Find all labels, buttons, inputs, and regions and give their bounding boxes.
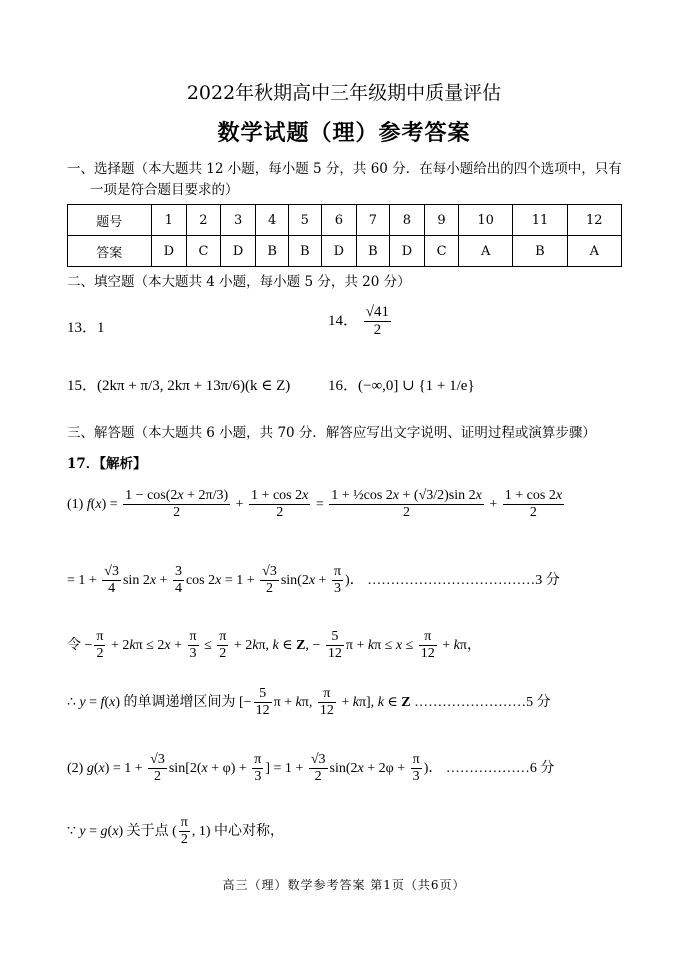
answer-cell: B (288, 236, 321, 267)
question-number: 5 (288, 205, 321, 236)
increasing-interval-text: 的单调递增区间为 (123, 694, 236, 710)
question-number: 12 (567, 205, 621, 236)
answer-cell: B (357, 236, 390, 267)
step5-symmetry: ∵ y = g(x) 关于点 ( $\frac{\pi}{2}$ , 1) 中心对称， (67, 815, 285, 848)
question-number: 4 (256, 205, 289, 236)
step3-score: 5 分 (526, 694, 551, 710)
answer-table (67, 204, 622, 267)
step1-expression: (1) f(x) = $\frac{1 - \cos(2x + 2\pi/3)}{2}$ + $\frac{1 + \cos 2x}{2}$ = $\frac{\text{1 + ½cos 2x + (√3/2)sin 2x}}{2}$ + $\frac{1 + \cos 2x}{2}$ (67, 488, 563, 521)
section2-heading: 二、填空题（本大题共 4 小题，每小题 5 分，共 20 分） (67, 274, 411, 290)
question-number: 9 (425, 205, 459, 236)
answer-cell: C (187, 236, 221, 267)
answer-cell: D (151, 236, 186, 267)
answer-cell: D (321, 236, 356, 267)
answer-row (68, 236, 622, 267)
step3-interval: ∴ y = f(x) 的单调递增区间为 [− $\frac{5}{12}$ π + kπ, $\frac{\pi}{12}$ + kπ], k ∈ Z ……………………5 分 (67, 686, 551, 719)
answer-14-denominator: 2 (373, 322, 382, 339)
symmetry-text: 关于点 (126, 823, 169, 839)
answer-cell: D (220, 236, 255, 267)
section1-heading: 一、选择题（本大题共 12 小题，每小题 5 分，共 60 分．在每小题给出的四个选项中，只有 (67, 161, 622, 177)
answer-cell: A (567, 236, 621, 267)
question-number: 2 (187, 205, 221, 236)
answer-cell: B (513, 236, 567, 267)
answer-15: 15．(2kπ + π/3, 2kπ + 13π/6)(k ∈ Z) (67, 378, 291, 394)
answer-cell: A (459, 236, 513, 267)
answer-cell: C (425, 236, 459, 267)
answer-13: 13．1 (67, 320, 105, 336)
answer-key-title: 数学试题（理）参考答案 (217, 120, 471, 146)
question-number: 1 (151, 205, 186, 236)
question-number: 10 (459, 205, 513, 236)
answer-14-label: 14． (328, 313, 359, 330)
q17-title: 17．【解析】 (67, 456, 147, 472)
table-header-cell: 题号 (68, 205, 152, 236)
step3-inequality: 令 − $\frac{\pi}{2}$ + 2kπ ≤ 2x + $\frac{\pi}{3}$ ≤ $\frac{\pi}{2}$ + 2kπ, k ∈ Z, − $\frac{5}{12}$ π + kπ ≤ x ≤ $\frac{\pi}{12}$ + kπ， (67, 629, 481, 662)
question-number: 6 (321, 205, 356, 236)
answer-cell: D (389, 236, 424, 267)
page-footer: 高三（理）数学参考答案 第1页（共6页） (222, 878, 466, 892)
exam-title: 2022年秋期高中三年级期中质量评估 (186, 82, 502, 104)
question-number: 8 (389, 205, 424, 236)
symmetry-tail: 中心对称， (214, 823, 285, 839)
table-header-cell: 答案 (68, 236, 152, 267)
answer-cell: B (256, 236, 289, 267)
step2-expression: = 1 + $\frac{√3}{4}$ sin 2x + $\frac{3}{4}$ cos 2x = 1 + $\frac{√3}{2}$ sin(2x + $\frac{\pi}{3}$ )． ………………………………3 分 (67, 564, 560, 597)
section1-heading-cont: 一项是符合题目要求的） (90, 182, 239, 198)
section3-heading: 三、解答题（本大题共 6 小题，共 70 分．解答应写出文字说明、证明过程或演算步骤） (67, 425, 596, 441)
question-number-row (68, 205, 622, 236)
answer-14-numerator: √41 (364, 304, 391, 322)
question-number: 7 (357, 205, 390, 236)
answer-16: 16．(−∞,0] ∪ {1 + 1/e} (328, 378, 475, 394)
answer-14 (328, 304, 393, 340)
question-number: 11 (513, 205, 567, 236)
step4-expression: (2) g(x) = 1 + $\frac{√3}{2}$ sin[2(x + φ) + $\frac{\pi}{3}$ ] = 1 + $\frac{√3}{2}$ sin(2x + 2φ + $\frac{\pi}{3}$ )． ………………6 分 (67, 752, 555, 785)
step1-score: 3 分 (535, 572, 560, 588)
question-number: 3 (220, 205, 255, 236)
step4-score: 6 分 (529, 760, 555, 776)
